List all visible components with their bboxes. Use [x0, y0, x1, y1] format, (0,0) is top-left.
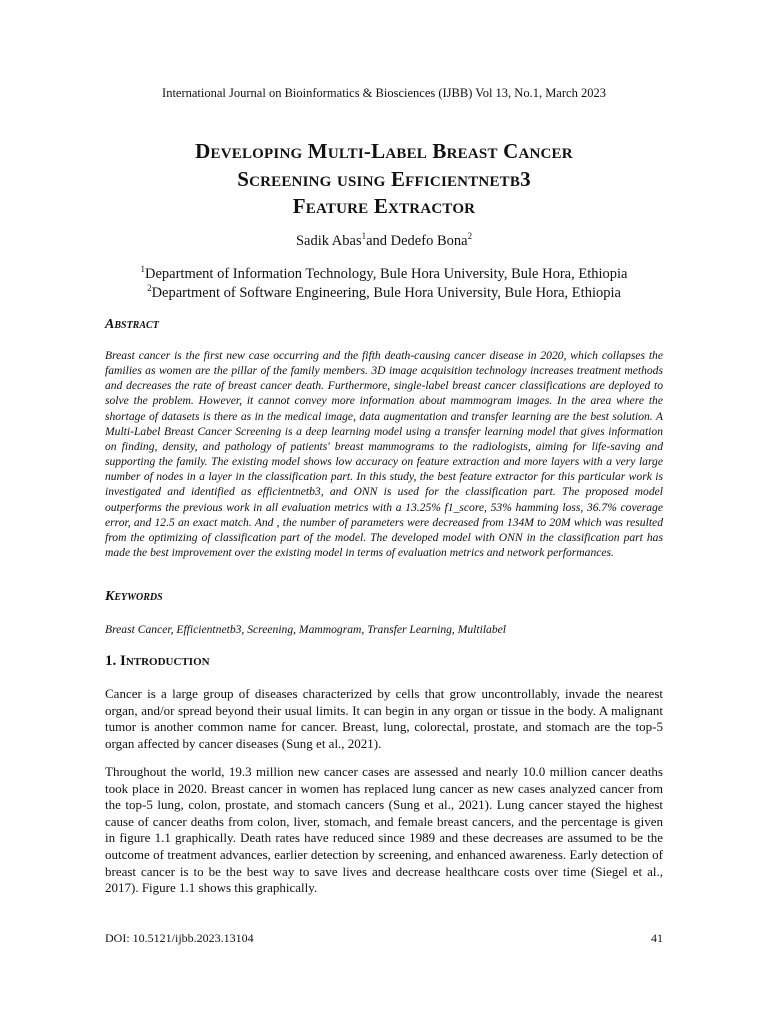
- keywords-text: Breast Cancer, Efficientnetb3, Screening, Mammogram, Transfer Learning, Multilabel: [105, 623, 507, 636]
- author-2-sup: 2: [467, 231, 473, 242]
- title-line-1: Developing Multi-Label Breast Cancer: [195, 139, 573, 163]
- affiliations: [0, 265, 768, 303]
- page-number: 41: [651, 931, 663, 945]
- footer-doi: DOI: 10.5121/ijbb.2023.13104: [105, 931, 254, 945]
- affiliation-1: $^1$Department of Information Technology, Bule Hora University, Bule Hora, Ethiopia: [140, 264, 628, 282]
- introduction-heading: 1. Introduction: [105, 653, 210, 669]
- keywords-heading: Keywords: [105, 589, 163, 604]
- author-list: [0, 233, 768, 250]
- journal-header: International Journal on Bioinformatics & Biosciences (IJBB) Vol 13, No.1, March 2023: [162, 86, 606, 100]
- title-line-3: Feature Extractor: [292, 194, 476, 218]
- introduction-paragraph-2: Throughout the world, 19.3 million new cancer cases are assessed and nearly 10.0 million cancer deaths took place in 2020. Breast cancer in women has replaced lung cancer as new cases analyzed cancer from the top-5 lung, colon, prostate, and stomach cancers (Sung et al., 2021). Lung cancer stayed the highest cause of cancer deaths from colon, liver, stomach, and female breast cancers, and the percentage is given in figure 1.1 graphically. Death rates have reduced since 1989 and these decreases are assumed to be the outcome of treatment advances, earlier detection by screening, and enhanced awareness. Early detection of breast cancer is to be the best way to save lives and decrease healthcare costs over time (Siegel et al., 2017). Figure 1.1 shows this graphically.: [105, 764, 663, 896]
- author-1-sup: 1: [361, 231, 367, 242]
- affiliation-2: $^2$Department of Software Engineering, Bule Hora University, Bule Hora, Ethiopia: [147, 283, 621, 301]
- abstract-heading: Abstract: [105, 317, 159, 332]
- abstract-text: Breast cancer is the first new case occurring and the fifth death-causing cancer disease in 2020, which collapses the families as women are the pillar of the family members. 3D image acquisition technology increases treatment methods and decreases the rate of breast cancer death. Furthermore, single-label breast cancer classifications are deployed to solve the problem. However, it cannot convey more information about mammogram images. In the area where the shortage of datasets is there as in the medical image, data augmentation and transfer learning are the best solution. A Multi-Label Breast Cancer Screening is a deep learning model using a transfer learning model that gives information on finding, density, and pathology of patients' breast mammograms to the radiologists, aiming for life-saving and supporting the family. The existing model shows low accuracy on feature extraction and more layers with a very large number of nodes in a layer in the classification part. In this study, the best feature extractor for this particular work is investigated and identified as efficientnetb3, and ONN is used for the classification part. The proposed model outperforms the previous work in all evaluation metrics with a 13.25% f1_score, 53% hamming loss, 36.7% coverage error, and 12.5 an exact match. And , the number of parameters were decreased from 134M to 20M which was resulted from the optimizing of classification part of the model. The developed model with ONN in the classification part has made the best improvement over the existing model in terms of evaluation metrics and network performances.: [105, 349, 663, 560]
- paper-title: [60, 138, 708, 221]
- introduction-paragraph-1: Cancer is a large group of diseases characterized by cells that grow uncontrollably, invade the nearest organ, and/or spread beyond their usual limits. It can begin in any organ or tissue in the body. A malignant tumor is another common name for cancer. Breast, lung, colorectal, prostate, and stomach are the top-5 organ affected by cancer diseases (Sung et al., 2021).: [105, 686, 663, 751]
- author-conj: and Dedefo Bona: [366, 233, 468, 249]
- title-line-2: Screening using Efficientnetb3: [237, 166, 531, 191]
- author-1: Sadik Abas: [295, 233, 362, 249]
